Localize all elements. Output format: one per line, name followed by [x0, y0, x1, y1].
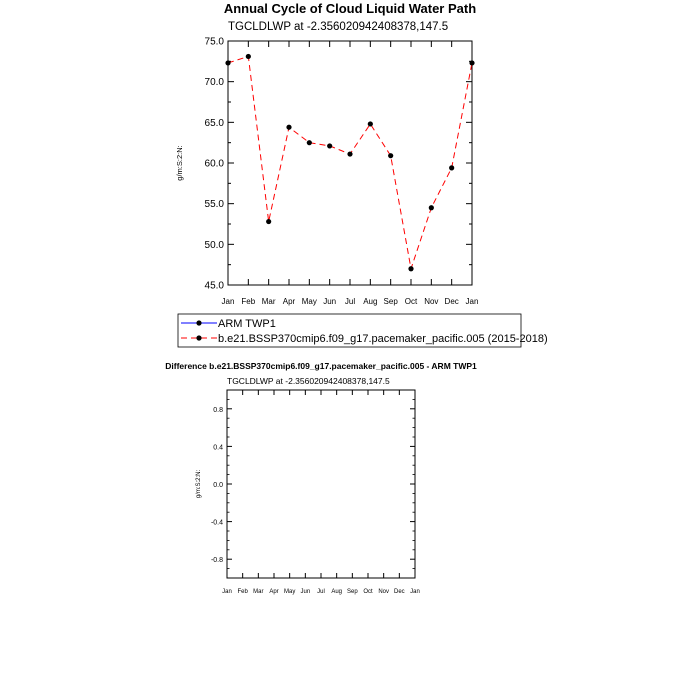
series-line [228, 56, 472, 268]
x-tick-label: Jun [300, 589, 311, 595]
x-tick-label: Jul [344, 297, 356, 306]
data-point [368, 121, 373, 126]
difference-x-axis-ticks [222, 390, 420, 595]
x-tick-label: Feb [237, 589, 248, 595]
chart-title: Annual Cycle of Cloud Liquid Water Path [223, 1, 477, 16]
legend-label-arm: ARM TWP1 [218, 318, 276, 330]
x-tick-label: Jan [410, 589, 420, 595]
difference-y-axis-label: g/m:S:2:N: [196, 469, 202, 499]
x-tick-label: Mar [253, 589, 264, 595]
data-point [469, 60, 474, 65]
data-point [225, 60, 230, 65]
x-tick-label: Jan [465, 297, 479, 306]
x-tick-label: Oct [404, 297, 418, 306]
x-tick-label: Jan [221, 297, 235, 306]
data-point [429, 205, 434, 210]
data-point [327, 143, 332, 148]
difference-plot-frame [227, 390, 415, 578]
difference-y-axis-ticks [211, 390, 415, 578]
x-tick-label: Dec [393, 589, 405, 595]
x-tick-label: Jul [317, 589, 325, 595]
y-tick-label: 60.0 [204, 158, 224, 170]
x-tick-label: Oct [363, 589, 373, 595]
legend-label-model: b.e21.BSSP370cmip6.f09_g17.pacemaker_pacific.005 (2015-2018) [218, 333, 548, 345]
x-axis-ticks [222, 41, 479, 306]
y-axis-ticks [205, 37, 472, 292]
x-tick-label: Apr [282, 297, 296, 306]
data-point [246, 54, 251, 59]
data-point [347, 151, 352, 156]
data-point [286, 125, 291, 130]
x-tick-label: Nov [424, 297, 439, 306]
difference-title: Difference b.e21.BSSP370cmip6.f09_g17.pacemaker_pacific.005 - ARM TWP1 [165, 361, 477, 371]
legend-marker-arm [196, 320, 201, 325]
x-tick-label: Aug [363, 297, 378, 306]
y-tick-label: 45.0 [204, 280, 224, 292]
y-tick-label: -0.8 [210, 557, 223, 565]
series-layer [225, 54, 474, 271]
x-tick-label: Sep [346, 589, 358, 595]
difference-chart [165, 361, 477, 595]
y-tick-label: -0.4 [210, 519, 223, 527]
x-tick-label: Jan [222, 589, 232, 595]
annual-cycle-chart [175, 1, 478, 306]
y-tick-label: 65.0 [204, 117, 224, 129]
y-tick-label: 70.0 [204, 77, 224, 89]
y-tick-label: 0.8 [213, 406, 223, 414]
x-tick-label: Apr [269, 589, 279, 595]
x-tick-label: Feb [241, 297, 256, 306]
plot-frame [228, 41, 472, 285]
x-tick-label: Dec [444, 297, 459, 306]
legend-marker-model [196, 335, 201, 340]
y-tick-label: 55.0 [204, 199, 224, 211]
data-point [307, 140, 312, 145]
legend [178, 314, 548, 347]
x-tick-label: Nov [378, 589, 390, 595]
x-tick-label: Mar [261, 297, 276, 306]
x-tick-label: May [283, 589, 296, 595]
x-tick-label: May [301, 297, 317, 306]
data-point [266, 219, 271, 224]
y-tick-label: 0.4 [213, 444, 223, 452]
x-tick-label: Sep [383, 297, 398, 306]
data-point [449, 165, 454, 170]
data-point [388, 153, 393, 158]
difference-subtitle: TGCLDLWP at -2.356020942408378,147.5 [227, 376, 390, 386]
y-axis-label: g/m:S:2:N: [175, 145, 184, 181]
y-tick-label: 75.0 [204, 36, 224, 48]
x-tick-label: Jun [323, 297, 337, 306]
y-tick-label: 50.0 [204, 239, 224, 251]
chart-subtitle: TGCLDLWP at -2.356020942408378,147.5 [228, 21, 449, 33]
data-point [408, 266, 413, 271]
x-tick-label: Aug [331, 589, 343, 595]
y-tick-label: 0.0 [213, 482, 223, 489]
